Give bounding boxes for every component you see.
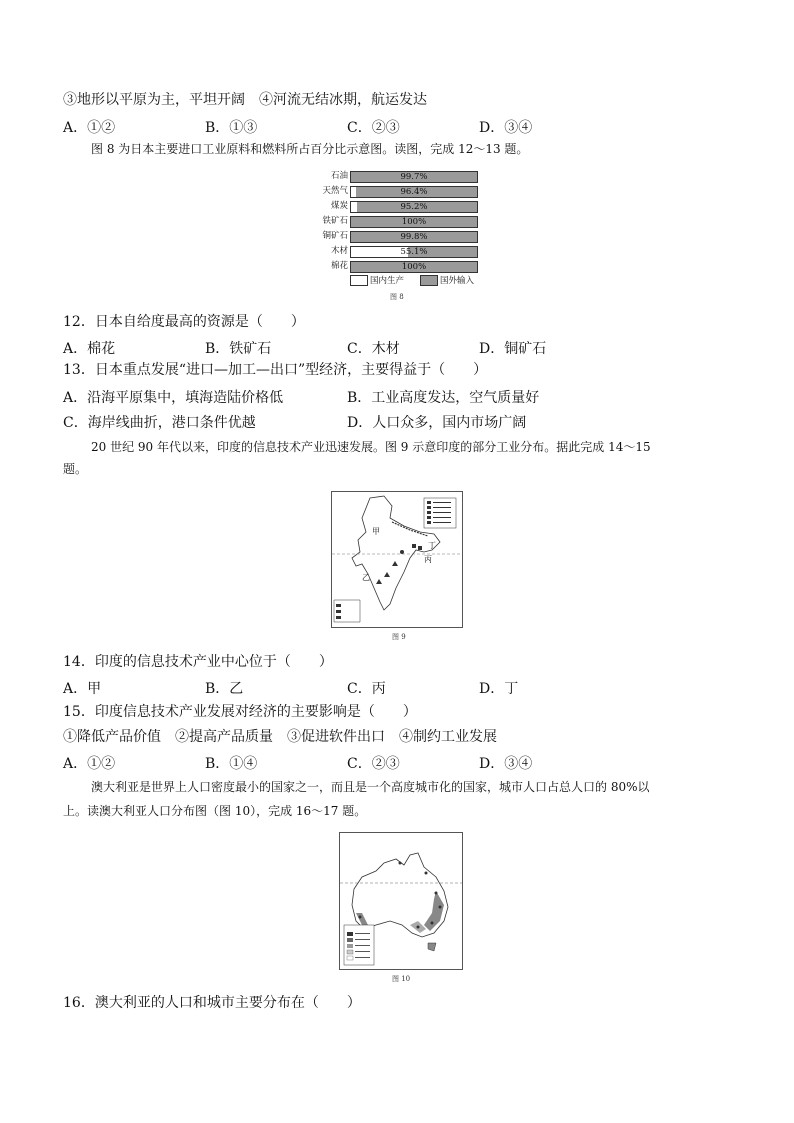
legend-domestic-swatch — [350, 275, 368, 286]
figure-8 — [312, 166, 487, 302]
legend-import-label: 国外输入 — [440, 276, 475, 286]
q13-option-c[interactable]: C．海岸线曲折，港口条件优越 — [63, 415, 256, 431]
figure-8-row — [312, 260, 487, 273]
q12-option-c[interactable]: C．木材 — [347, 341, 400, 357]
figure-8-bar-value: 99.7% — [400, 172, 428, 182]
figure-9-caption: 图 9 — [392, 633, 406, 641]
figure-8-legend — [350, 274, 480, 286]
legend-domestic-label: 国内生产 — [370, 276, 405, 286]
figure-10-australia-map — [339, 832, 463, 970]
q14-option-a[interactable]: A．甲 — [63, 681, 102, 697]
q12-stem: 12．日本自给度最高的资源是（ ） — [63, 314, 305, 330]
figure-8-row — [312, 185, 487, 198]
figure-8-row — [312, 230, 487, 243]
figure-8-bar-value: 55.1% — [400, 247, 428, 257]
intro-14-15 — [63, 436, 733, 458]
q12-option-a[interactable]: A．棉花 — [63, 341, 116, 357]
q13-option-d[interactable]: D．人口众多，国内市场广阔 — [347, 415, 527, 431]
figure-8-caption: 图 8 — [390, 293, 404, 301]
q16-stem: 16．澳大利亚的人口和城市主要分布在（ ） — [63, 995, 361, 1011]
q11-option-b[interactable]: B．①③ — [205, 120, 258, 136]
legend-import-swatch — [420, 275, 438, 286]
figure-8-row-label: 铁矿石 — [322, 216, 348, 226]
figure-8-row-label: 煤炭 — [330, 201, 348, 211]
q14-option-b[interactable]: B．乙 — [205, 681, 244, 697]
map-label-yi: 乙 — [362, 573, 370, 582]
figure-8-bar — [350, 186, 478, 198]
map-label-jia: 甲 — [372, 527, 380, 536]
q11-option-d[interactable]: D．③④ — [479, 120, 533, 136]
intro-12-13: 图 8 为日本主要进口工业原料和燃料所占百分比示意图。读图，完成 12～13 题。 — [91, 142, 529, 156]
q11-option-a[interactable]: A．①② — [63, 120, 116, 136]
q15-option-a[interactable]: A．①② — [63, 756, 116, 772]
figure-8-bar — [350, 231, 478, 243]
q15-options — [63, 753, 743, 771]
q13-options-row2 — [63, 412, 743, 430]
figure-8-row — [312, 200, 487, 213]
q15-option-c[interactable]: C．②③ — [347, 756, 400, 772]
figure-8-bar — [350, 171, 478, 183]
figure-8-bar-value: 95.2% — [400, 202, 428, 212]
q14-option-c[interactable]: C．丙 — [347, 681, 386, 697]
intro-16-17-line2: 上。读澳大利亚人口分布图（图 10），完成 16～17 题。 — [63, 804, 367, 818]
figure-8-bar — [350, 246, 478, 258]
q13-option-a[interactable]: A．沿海平原集中，填海造陆价格低 — [63, 390, 284, 406]
q15-option-d[interactable]: D．③④ — [479, 756, 533, 772]
q15-statements: ①降低产品价值 ②提高产品质量 ③促进软件出口 ④制约工业发展 — [63, 729, 497, 745]
figure-8-row-label: 天然气 — [322, 186, 348, 196]
figure-8-bar — [350, 201, 478, 213]
intro-16-17-line1: 澳大利亚是世界上人口密度最小的国家之一，而且是一个高度城市化的国家，城市人口占总人口的 80%以 — [91, 780, 650, 794]
figure-10-caption: 图 10 — [392, 975, 411, 983]
figure-8-bar-value: 96.4% — [400, 187, 428, 197]
q12-option-b[interactable]: B．铁矿石 — [205, 341, 272, 357]
q15-option-b[interactable]: B．①④ — [205, 756, 258, 772]
q14-option-d[interactable]: D．丁 — [479, 681, 519, 697]
q11-option-c[interactable]: C．②③ — [347, 120, 400, 136]
figure-8-row-label: 木材 — [330, 246, 348, 256]
q11-statements: ③地形以平原为主，平坦开阔 ④河流无结冰期，航运发达 — [63, 92, 427, 108]
figure-8-bar — [350, 261, 478, 273]
q13-stem: 13．日本重点发展“进口—加工—出口”型经济，主要得益于（ ） — [63, 362, 488, 378]
map-label-bing: 丙 — [424, 555, 432, 564]
q13-options-row1 — [63, 387, 743, 405]
q12-options — [63, 338, 743, 356]
figure-8-row-label: 石油 — [330, 171, 348, 181]
q12-option-d[interactable]: D．铜矿石 — [479, 341, 547, 357]
map-label-ding: 丁 — [428, 541, 436, 550]
q15-stem: 15．印度信息技术产业发展对经济的主要影响是（ ） — [63, 704, 417, 720]
figure-8-bar-value: 100% — [401, 217, 427, 227]
figure-8-row-label: 棉花 — [330, 261, 348, 271]
figure-8-row — [312, 215, 487, 228]
figure-8-bar-value: 100% — [401, 262, 427, 272]
intro-14-15-line1: 20 世纪 90 年代以来，印度的信息技术产业迅速发展。图 9 示意印度的部分工业分布。据此完成 14～15 — [91, 440, 651, 454]
figure-8-bar-value: 99.8% — [400, 232, 428, 242]
figure-8-row — [312, 170, 487, 183]
q13-option-b[interactable]: B．工业高度发达，空气质量好 — [347, 390, 540, 406]
figure-8-row — [312, 245, 487, 258]
q14-stem: 14．印度的信息技术产业中心位于（ ） — [63, 654, 333, 670]
figure-9-india-map — [331, 491, 463, 628]
figure-8-bar — [350, 216, 478, 228]
figure-8-row-label: 铜矿石 — [322, 231, 348, 241]
q14-options — [63, 678, 743, 696]
intro-14-15-cont: 题。 — [63, 462, 88, 476]
q11-options — [63, 117, 743, 135]
